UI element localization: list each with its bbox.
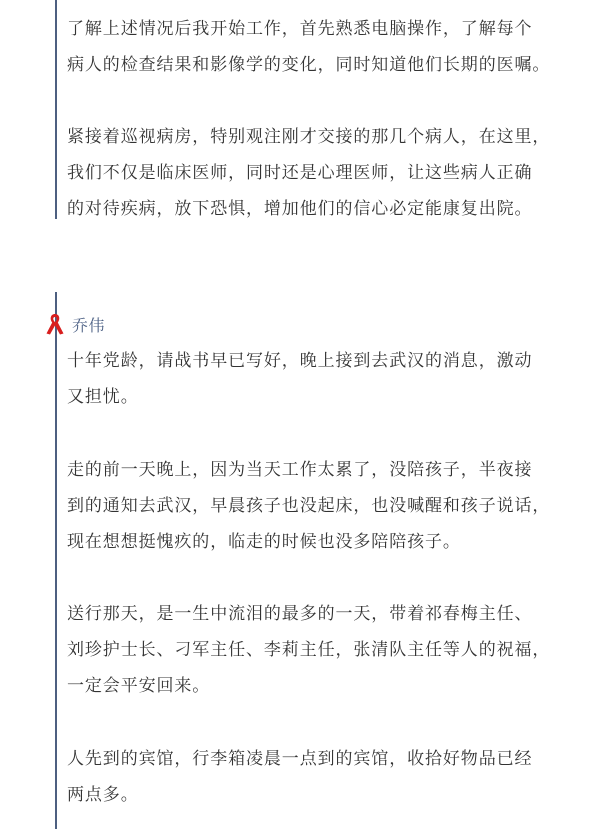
paragraph-line: 我们不仅是临床医师，同时还是心理医师，让这些病人正确 [67, 163, 533, 183]
paragraph-line: 走的前一天晚上，因为当天工作太累了，没陪孩子，半夜接 [67, 460, 533, 480]
left-accent-bar-top [55, 0, 57, 219]
paragraph-1 [67, 11, 567, 83]
paragraph-line: 紧接着巡视病房，特别观注刚才交接的那几个病人，在这里， [67, 127, 551, 147]
paragraph-line: 到的通知去武汉，早晨孩子也没起床，也没喊醒和孩子说话， [67, 496, 551, 516]
paragraph-6 [67, 741, 567, 813]
paragraph-line: 两点多。 [67, 785, 139, 805]
paragraph-line: 刘珍护士长、刁军主任、李莉主任，张清队主任等人的祝福， [67, 640, 551, 660]
author-header [44, 309, 105, 339]
paragraph-line: 又担忧。 [67, 387, 139, 407]
red-ribbon-icon [44, 311, 66, 337]
paragraph-line: 病人的检查结果和影像学的变化，同时知道他们长期的医嘱。 [67, 55, 551, 75]
paragraph-line: 了解上述情况后我开始工作，首先熟悉电脑操作，了解每个 [67, 19, 533, 39]
paragraph-5 [67, 596, 567, 704]
paragraph-line: 人先到的宾馆，行李箱凌晨一点到的宾馆，收拾好物品已经 [67, 749, 533, 769]
paragraph-line: 现在想想挺愧疚的，临走的时候也没多陪陪孩子。 [67, 532, 461, 552]
paragraph-line: 送行那天，是一生中流泪的最多的一天，带着祁春梅主任、 [67, 604, 533, 624]
paragraph-line: 十年党龄，请战书早已写好，晚上接到去武汉的消息，激动 [67, 351, 533, 371]
paragraph-line: 的对待疾病，放下恐惧，增加他们的信心必定能康复出院。 [67, 199, 533, 219]
paragraph-2 [67, 119, 567, 227]
author-name: 乔伟 [72, 315, 106, 335]
paragraph-4 [67, 452, 567, 560]
paragraph-3 [67, 343, 567, 415]
paragraph-line: 一定会平安回来。 [67, 676, 211, 696]
left-accent-bar-bottom [55, 292, 57, 829]
